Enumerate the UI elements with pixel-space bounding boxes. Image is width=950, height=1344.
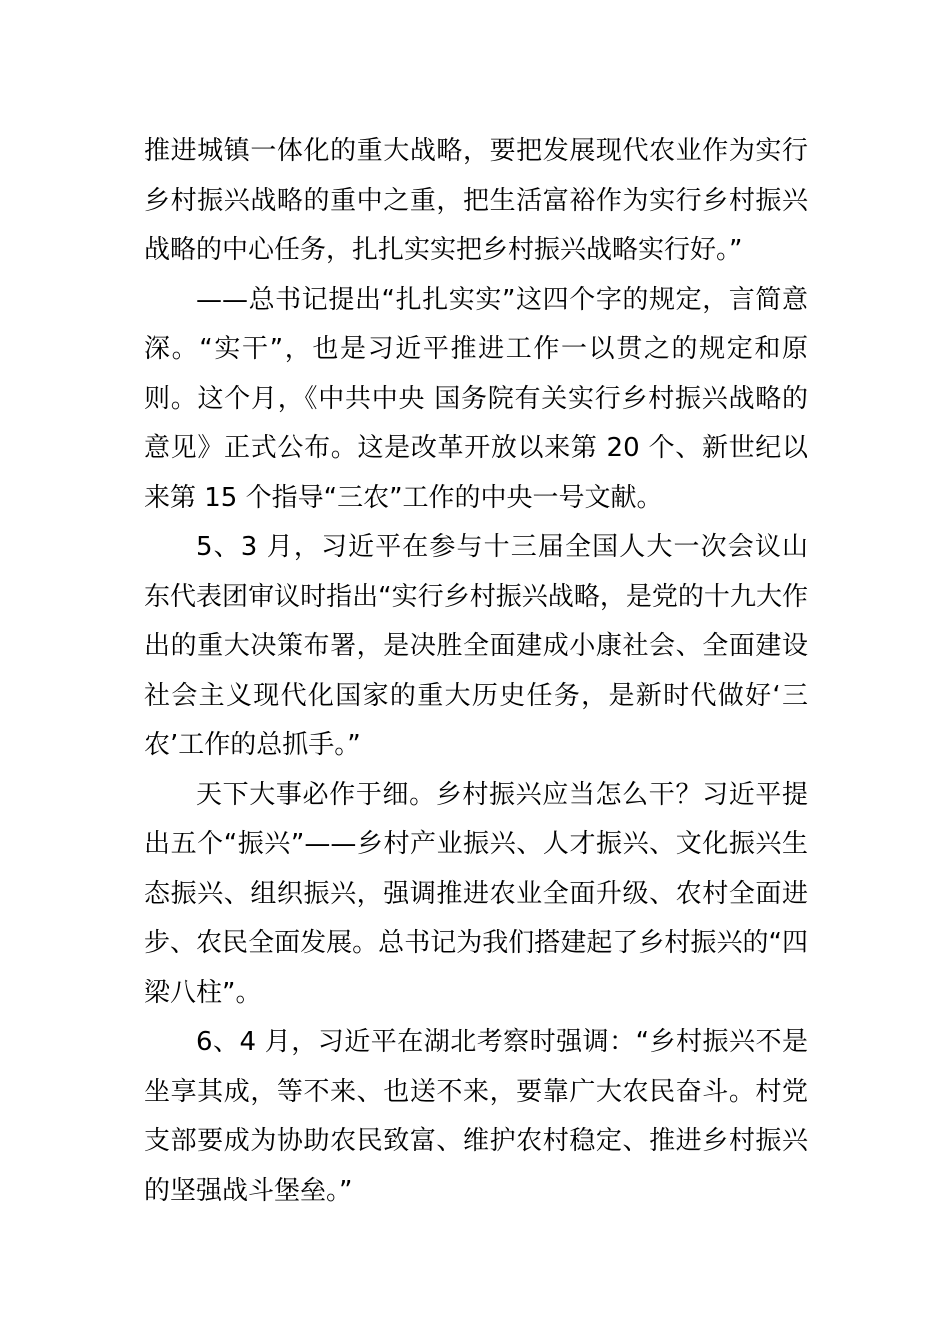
paragraph-1: 推进城镇一体化的重大战略，要把发展现代农业作为实行乡村振兴战略的重中之重，把生活富裕作为实行乡村振兴战略的中心任务，扎扎实实把乡村振兴战略实行好。” bbox=[144, 136, 808, 265]
paragraph-4: 天下大事必作于细。乡村振兴应当怎么干？习近平提出五个“振兴”——乡村产业振兴、人才振兴、文化振兴生态振兴、组织振兴，强调推进农业全面升级、农村全面进步、农民全面发展。总书记为我们搭建起了乡村振兴的“四梁八柱”。 bbox=[144, 779, 808, 1008]
paragraph-2: ——总书记提出“扎扎实实”这四个字的规定，言简意深。“实干”，也是习近平推进工作一以贯之的规定和原则。这个月，《中共中央 国务院有关实行乡村振兴战略的意见》正式公布。这是改革开放以来第 20 个、新世纪以来第 15 个指导“三农”工作的中央一号文献。 bbox=[144, 284, 808, 513]
paragraph-5: 6、4 月，习近平在湖北考察时强调：“乡村振兴不是坐享其成，等不来、也送不来，要靠广大农民奋斗。村党支部要成为协助农民致富、维护农村稳定、推进乡村振兴的坚强战斗堡垒。” bbox=[144, 1027, 808, 1206]
document-body bbox=[144, 127, 808, 1216]
paragraph-3: 5、3 月，习近平在参与十三届全国人大一次会议山东代表团审议时指出“实行乡村振兴战略，是党的十九大作出的重大决策布署，是决胜全面建成小康社会、全面建设社会主义现代化国家的重大历史任务，是新时代做好‘三农’工作的总抓手。” bbox=[144, 532, 808, 760]
